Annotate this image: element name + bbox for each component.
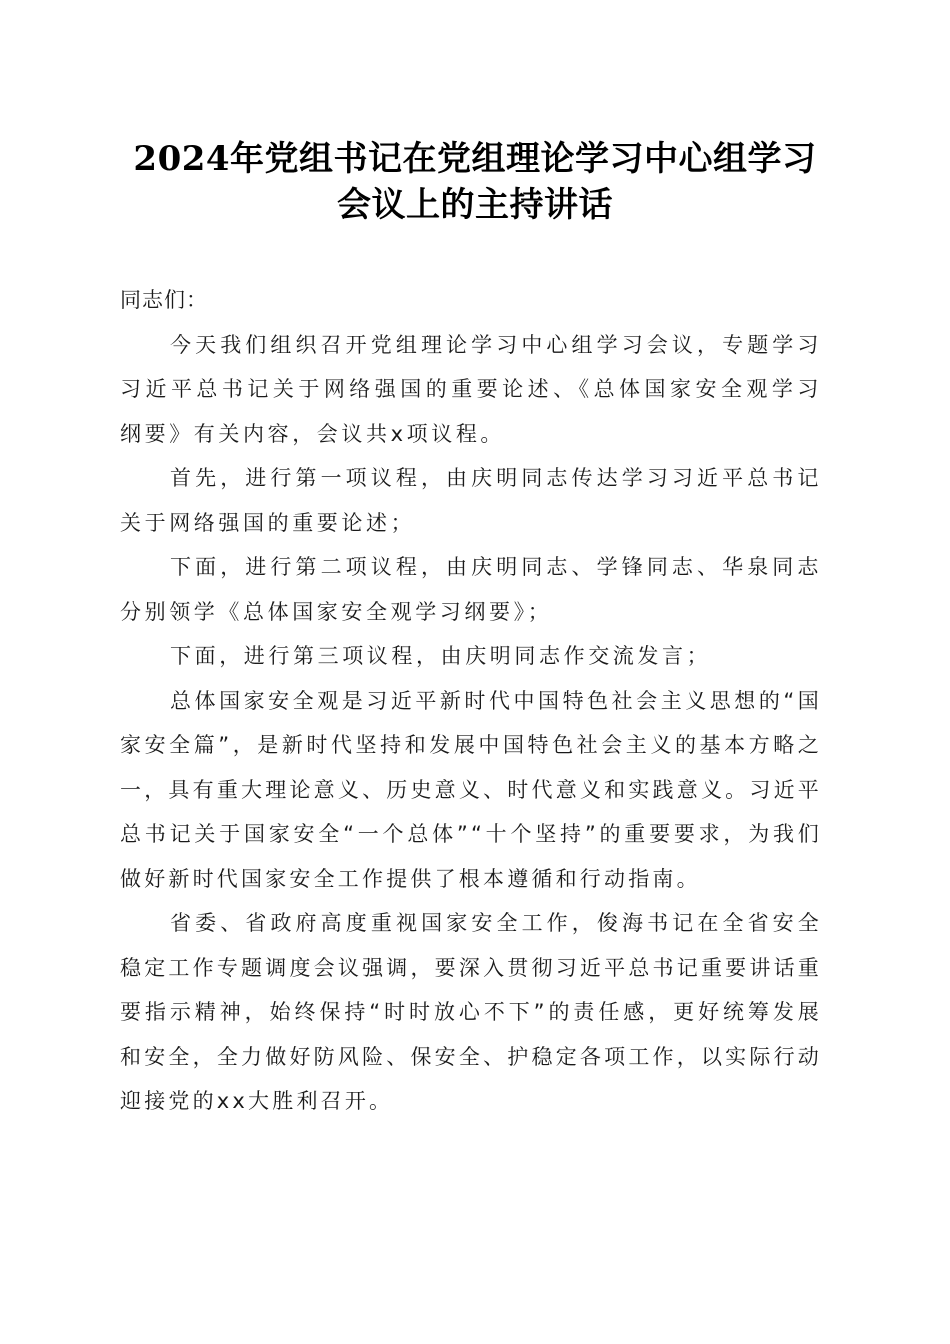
document-title (120, 136, 830, 228)
paragraph-provincial-work: 省委、省政府高度重视国家安全工作，俊海书记在全省安全稳定工作专题调度会议强调，要深入贯彻习近平总书记重要讲话重要指示精神，始终保持“时时放心不下”的责任感，更好统筹发展和安全，全力做好防风险、保安全、护稳定各项工作，以实际行动迎接党的xx大胜利召开。 (120, 911, 822, 1113)
salutation: 同志们： (120, 288, 208, 312)
document-body (120, 278, 822, 1124)
title-line-1: 2024年党组书记在党组理论学习中心组学习 (133, 139, 817, 179)
paragraph-opening: 今天我们组织召开党组理论学习中心组学习会议，专题学习习近平总书记关于网络强国的重要论述、《总体国家安全观学习纲要》有关内容，会议共x项议程。 (120, 332, 822, 446)
title-line-2: 会议上的主持讲话 (337, 185, 613, 225)
paragraph-agenda-2: 下面，进行第二项议程，由庆明同志、学锋同志、华泉同志分别领学《总体国家安全观学习纲要》； (120, 555, 822, 624)
paragraph-security-outlook: 总体国家安全观是习近平新时代中国特色社会主义思想的“国家安全篇”，是新时代坚持和发展中国特色社会主义的基本方略之一，具有重大理论意义、历史意义、时代意义和实践意义。习近平总书记关于国家安全“一个总体”“十个坚持”的重要要求，为我们做好新时代国家安全工作提供了根本遵循和行动指南。 (120, 688, 822, 891)
paragraph-agenda-3: 下面，进行第三项议程，由庆明同志作交流发言； (170, 644, 712, 668)
paragraph-agenda-1: 首先，进行第一项议程，由庆明同志传达学习习近平总书记关于网络强国的重要论述； (120, 466, 822, 535)
